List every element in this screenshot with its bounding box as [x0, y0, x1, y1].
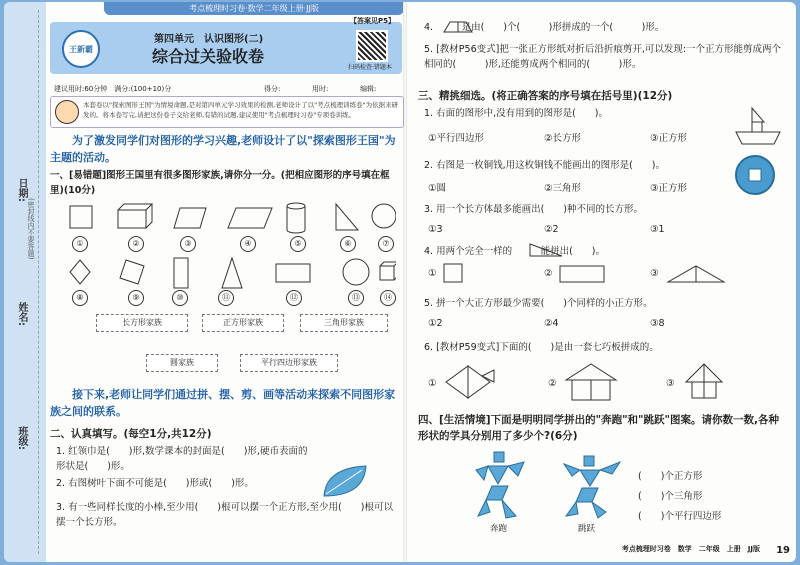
- family-parallelogram[interactable]: 平行四边形家族: [240, 354, 338, 372]
- shape-8-rhombus: [70, 260, 90, 284]
- family-square[interactable]: 正方形家族: [202, 314, 284, 332]
- q3-1-option-3[interactable]: ③正方形: [650, 133, 688, 144]
- unit-header: [50, 17, 402, 74]
- q2-title: 二、认真填写。(每空1分,共12分): [50, 428, 212, 440]
- q3-item-1: 1. 右面的图形中,没有用到的图形是( )。: [424, 108, 609, 119]
- q1-title-text: 一、[易错题]图形王国里有很多图形家族,请你分一分。(把相应图形的序号填在框里)(10分): [50, 170, 390, 196]
- shape-label-1: ①: [72, 236, 88, 252]
- right-page: [408, 6, 794, 560]
- shape-label-14: ⑭: [380, 290, 396, 306]
- q3-item-4: 4. 用两个完全一样的 能拼出( )。: [424, 246, 605, 257]
- q3-6-option-1[interactable]: ①: [428, 378, 437, 389]
- brand-logo: 王新霸: [62, 30, 100, 68]
- shape-label-13: ⑬: [348, 290, 364, 306]
- story-text-2: 接下来,老师让同学们通过拼、摆、剪、画等活动来探索不同图形家族之间的联系。: [50, 388, 396, 418]
- q3-2-option-3[interactable]: ③正方形: [650, 183, 688, 194]
- tangram-house-figure: [564, 362, 618, 402]
- q2-item-2: 2. 右图树叶下面不可能是( )形或( )形。: [56, 478, 254, 489]
- date-label: 日期:: [16, 178, 27, 202]
- book-spine: [403, 2, 407, 562]
- q2-item-4: 4. 是由( )个( )形拼成的一个( )形。: [424, 22, 665, 33]
- shape-6-triangle: [336, 204, 358, 230]
- shape-label-6: ⑥: [340, 236, 356, 252]
- shape-4-parallelogram: [228, 208, 272, 228]
- time-used-field: 用时:: [312, 85, 329, 93]
- shape-1-square: [70, 206, 92, 228]
- qr-code-icon[interactable]: [356, 30, 388, 62]
- q3-item-2: 2. 右图是一枚铜钱,用这枚铜钱不能画出的图形是( )。: [424, 160, 666, 171]
- option-rectangle-shape: [558, 264, 606, 284]
- figure-run-label: 奔跑: [490, 524, 508, 534]
- q3-2-option-2[interactable]: ②三角形: [544, 183, 582, 194]
- top-banner: 考点梳理时习卷·数学二年级上册·JJ版: [104, 2, 404, 15]
- running-figure: [468, 450, 532, 524]
- tangram-fish-figure: [444, 362, 496, 402]
- q3-5-option-1[interactable]: ①2: [428, 318, 443, 329]
- q3-4-option-1[interactable]: ①: [428, 268, 437, 279]
- q3-1-option-2[interactable]: ②长方形: [544, 133, 582, 144]
- q3-3-option-3[interactable]: ③1: [650, 224, 665, 235]
- family-triangle[interactable]: 三角形家族: [300, 314, 388, 332]
- q3-4-option-3[interactable]: ③: [650, 268, 659, 279]
- shape-label-7: ⑦: [378, 236, 394, 252]
- count-triangle[interactable]: ( )个三角形: [638, 491, 703, 502]
- left-page: [50, 16, 402, 560]
- q3-item-6: 6. [教材P59变式]下面的( )是由一套七巧板拼成的。: [424, 342, 659, 353]
- page-number: 19: [776, 545, 790, 556]
- seal-note: (密封线内不要答题): [27, 198, 35, 260]
- q3-6-option-2[interactable]: ②: [548, 378, 557, 389]
- intro-box: [50, 96, 404, 128]
- seal-line: [38, 10, 39, 554]
- q3-6-option-3[interactable]: ③: [666, 378, 675, 389]
- shape-13-circle: [343, 259, 369, 285]
- family-rectangle[interactable]: 长方形家族: [96, 314, 188, 332]
- q3-3-option-1[interactable]: ①3: [428, 224, 443, 235]
- shape-3-parallelogram: [174, 208, 206, 228]
- page-title: 综合过关验收卷: [152, 47, 265, 66]
- option-triangle-shape: [666, 264, 726, 284]
- intro-text: 本套卷以"探索图形王国"为情境命题,是对第四单元学习效果的检测,老师设计了以"考点梳理训练卷"为依据来研发的。将本卷写完,请把这份卷子交给老师,有错的试题,建议使用"考点梳理时习卷"专项卷训练。: [83, 101, 399, 119]
- binding-strip: [4, 2, 46, 562]
- shape-label-10: ⑩: [172, 290, 188, 306]
- q3-2-option-1[interactable]: ①圆: [428, 183, 447, 194]
- q2-item-3: 3. 有一些同样长度的小棒,至少用( )根可以摆一个正方形,至少用( )根可以摆一个长方形。: [56, 502, 393, 528]
- q2-item-1: 1. 红领巾是( )形,数学课本的封面是( )形,硬币表面的形状是( )形。: [56, 446, 308, 472]
- edit-field: 编辑:: [360, 85, 377, 93]
- shape-11-triangle: [222, 258, 242, 288]
- shape-7-circle: [372, 204, 396, 228]
- q3-1-option-1[interactable]: ①平行四边形: [428, 133, 485, 144]
- time-info: 建议用时:60分钟 满分:(100+10)分: [54, 85, 172, 93]
- name-label: 姓名:: [16, 302, 27, 326]
- q1-title: [50, 168, 402, 198]
- q3-3-option-2[interactable]: ②2: [544, 224, 559, 235]
- shape-10-rectangle: [174, 258, 188, 288]
- shape-12-rectangle: [276, 264, 310, 282]
- figure-jump-label: 跳跃: [578, 524, 596, 534]
- qr-caption: 扫码检查·错题本: [348, 64, 392, 71]
- page-footer: 考点梳理时习卷 数学 二年级 上册 JJ版: [621, 545, 760, 553]
- q3-5-option-2[interactable]: ②4: [544, 318, 559, 329]
- shape-label-5: ⑤: [290, 236, 306, 252]
- q4-title: 四、[生活情境]下面是明明同学拼出的"奔跑"和"跳跃"图案。请你数一数,各种形状的学具分别用了多少个?(6分): [418, 414, 779, 442]
- count-square[interactable]: ( )个正方形: [638, 471, 703, 482]
- shape-14-cube: [380, 262, 396, 280]
- q4-trapezoid-figure: [442, 20, 474, 34]
- jumping-figure: [562, 454, 626, 524]
- story-text-1: 为了激发同学们对图形的学习兴趣,老师设计了以"探索图形王国"为主题的活动。: [50, 134, 396, 164]
- shape-label-2: ②: [128, 236, 144, 252]
- count-parallelogram[interactable]: ( )个平行四边形: [638, 511, 722, 522]
- shape-5-cylinder: [287, 203, 305, 233]
- shape-label-9: ⑨: [128, 290, 144, 306]
- shape-2-cuboid: [118, 204, 152, 228]
- family-circle[interactable]: 圆家族: [146, 354, 218, 372]
- boat-figure: [734, 106, 784, 148]
- exam-sheet: [4, 2, 796, 562]
- shape-label-8: ⑧: [72, 290, 88, 306]
- q3-5-option-3[interactable]: ③8: [650, 318, 665, 329]
- unit-name: 第四单元 认识图形(二): [154, 34, 264, 45]
- q3-item-3: 3. 用一个长方体最多能画出( )种不同的长方形。: [424, 204, 643, 215]
- shape-label-4: ④: [240, 236, 256, 252]
- shape-label-11: ⑪: [218, 290, 234, 306]
- student-avatar-icon: [55, 100, 79, 124]
- shape-label-3: ③: [180, 236, 196, 252]
- q3-4-option-2[interactable]: ②: [544, 268, 553, 279]
- q2-item-5: 5. [教材P56变式]把一张正方形纸对折后沿折痕剪开,可以发现:一个正方形能剪成两个相同的( )形,还能剪成两个相同的( )形。: [424, 44, 782, 70]
- q4-triangle-piece: [528, 240, 564, 258]
- tangram-figure-3: [682, 362, 728, 402]
- option-square-shape: [442, 262, 464, 284]
- coin-icon: [734, 154, 776, 196]
- answer-ref: 【答案见P5】: [350, 17, 396, 25]
- q3-item-5: 5. 拼一个大正方形最少需要( )个同样的小正方形。: [424, 298, 653, 309]
- shape-label-12: ⑫: [286, 290, 302, 306]
- shape-9-square: [120, 260, 144, 284]
- q3-title: 三、精挑细选。(将正确答案的序号填在括号里)(12分): [418, 90, 673, 102]
- score-field: 得分:: [264, 85, 281, 93]
- class-label: 班级:: [16, 426, 27, 450]
- leaf-icon: [320, 462, 372, 502]
